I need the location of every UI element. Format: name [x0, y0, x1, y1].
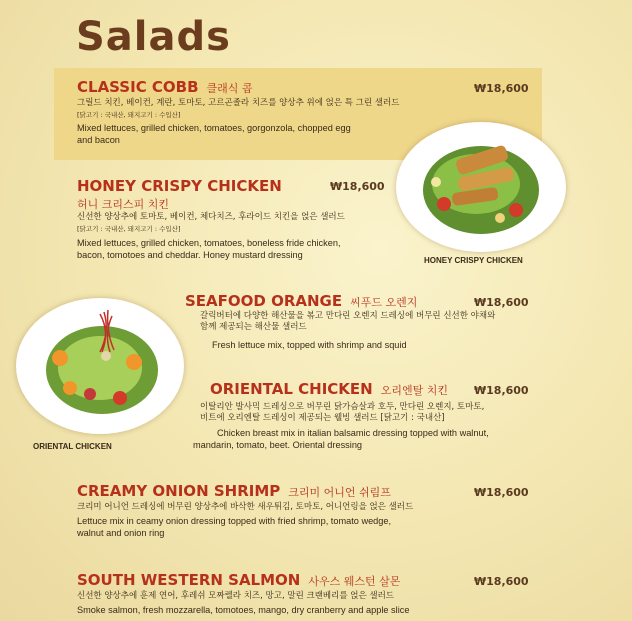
item-price: ₩18,600	[330, 180, 385, 193]
item-korean-desc: 크리미 어니언 드레싱에 버무린 양상추에 바삭한 새우튀김, 토마토, 어니언링을 얹은 샐러드	[77, 502, 414, 512]
desc-line: Mixed lettuces, grilled chicken, tomatoes, gorgonzola, chopped egg	[77, 123, 351, 133]
item-name-korean: 씨푸드 오렌지	[350, 296, 418, 309]
item-price: ₩18,600	[474, 486, 529, 499]
menu-item-name	[77, 482, 391, 500]
item-name-korean: 클래식 콥	[206, 82, 253, 95]
item-english-desc: Smoke salmon, fresh mozzarella, tomotoes, mango, dry cranberry and apple slice	[77, 605, 410, 615]
honey-crispy-chicken-photo	[396, 122, 566, 252]
caption-oriental-chicken: ORIENTAL CHICKEN	[33, 442, 112, 451]
salad-image	[396, 122, 566, 252]
desc-line: Chicken breast mix in italian balsamic dressing topped with walnut,	[217, 428, 489, 438]
item-english-desc	[77, 515, 391, 539]
item-origin: [닭고기 : 국내산, 돼지고기 : 수입산]	[77, 225, 181, 233]
menu-item-name	[77, 78, 253, 96]
item-english-desc	[77, 237, 341, 261]
desc-line: Lettuce mix in ceamy onion dressing topped with fried shrimp, tomato wedge,	[77, 516, 392, 526]
item-korean-desc: 신선한 양상추에 훈제 연어, 후레쉬 모짜렐라 치즈, 망고, 말린 크랜베리를 얹은 샐러드	[77, 591, 395, 601]
desc-line: Mixed lettuces, grilled chicken, tomatoes, boneless fride chicken,	[77, 238, 341, 248]
desc-line: mandarin, tomato, beet. Oriental dressing	[193, 440, 363, 450]
desc-line: 이탈리안 발사믹 드레싱으로 버무린 닭가슴살과 호두, 만다린 오렌지, 토마토,	[200, 402, 485, 412]
item-price: ₩18,600	[474, 82, 529, 95]
desc-line: 갈릭버터에 다양한 해산물을 볶고 만다린 오렌지 드레싱에 버무린 신선한 야채와	[200, 311, 496, 321]
menu-item-name	[185, 292, 417, 310]
item-name-korean: 크리미 어니언 쉬림프	[288, 486, 391, 499]
item-korean-desc: 그릴드 치킨, 베이컨, 계란, 토마토, 고르곤졸라 치즈를 양상추 위에 얹은 특 그린 샐러드	[77, 98, 400, 108]
desc-line: 함께 제공되는 해산물 샐러드	[200, 322, 307, 332]
item-name-english: SEAFOOD ORANGE	[185, 292, 343, 310]
oriental-chicken-photo	[16, 298, 184, 434]
menu-item-name	[77, 571, 400, 589]
item-korean-desc: 신선한 양상추에 토마토, 베이컨, 체다치즈, 후라이드 치킨을 얹은 샐러드	[77, 212, 345, 222]
salad-image	[16, 298, 184, 434]
item-price: ₩18,600	[474, 384, 529, 397]
desc-line: walnut and onion ring	[77, 528, 165, 538]
item-name-korean: 허니 크리스피 치킨	[77, 198, 170, 211]
caption-honey-crispy-chicken: HONEY CRISPY CHICKEN	[424, 256, 523, 265]
item-name-english: ORIENTAL CHICKEN	[210, 380, 373, 398]
item-korean-desc	[200, 311, 495, 333]
item-price: ₩18,600	[474, 296, 529, 309]
item-korean-desc	[200, 402, 484, 424]
item-name-english: CLASSIC COBB	[77, 78, 199, 96]
item-name-english: CREAMY ONION SHRIMP	[77, 482, 281, 500]
item-english-desc	[193, 427, 489, 451]
item-name-english: SOUTH WESTERN SALMON	[77, 571, 301, 589]
item-english-desc	[77, 122, 351, 146]
item-origin: [닭고기 : 국내산, 돼지고기 : 수입산]	[77, 111, 181, 119]
desc-line: 비트에 오리엔탈 드레싱이 제공되는 웰빙 샐러드 [닭고기 : 국내산]	[200, 413, 445, 423]
menu-item-name	[210, 380, 448, 398]
menu-item-name: HONEY CRISPY CHICKEN	[77, 177, 282, 195]
page-title: Salads	[76, 14, 231, 60]
desc-line: and bacon	[77, 135, 120, 145]
item-english-desc: Fresh lettuce mix, topped with shrimp and squid	[212, 340, 407, 350]
item-name-korean: 사우스 웨스턴 살몬	[308, 575, 401, 588]
item-name-korean: 오리엔탈 치킨	[380, 384, 448, 397]
item-price: ₩18,600	[474, 575, 529, 588]
desc-line: bacon, tomotoes and cheddar. Honey mustard dressing	[77, 250, 303, 260]
